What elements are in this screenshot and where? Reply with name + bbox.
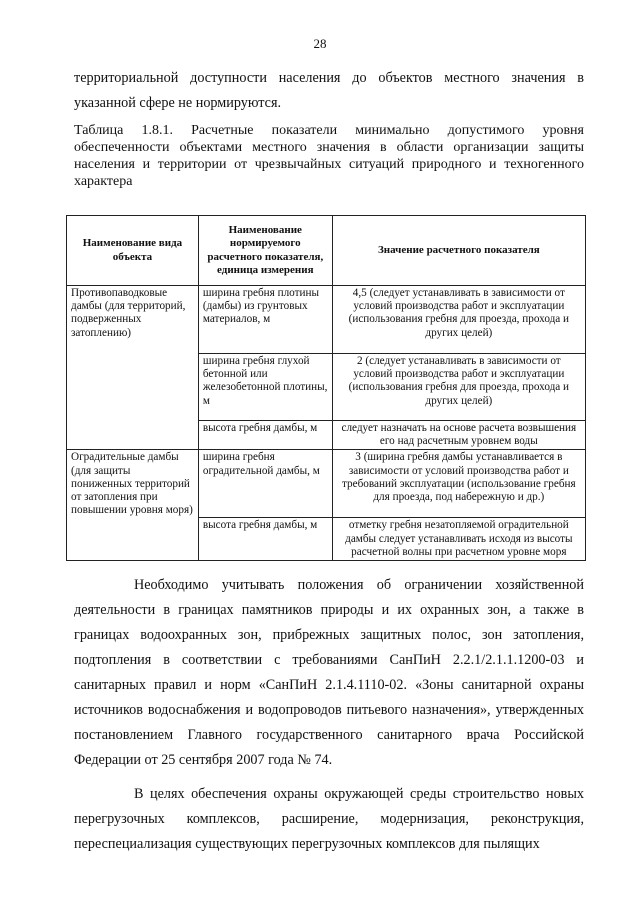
object-cell: Оградительные дамбы (для защиты пониженных территорий от затопления при повышении уровня моря) xyxy=(67,450,199,561)
intro-paragraph: территориальной доступности населения до объектов местного значения в указанной сфере не нормируются. xyxy=(74,70,584,111)
indicator-cell: ширина гребня оградительной дамбы, м xyxy=(198,450,332,518)
indicator-cell: ширина гребня глухой бетонной или железобетонной плотины, м xyxy=(198,354,332,421)
value-cell: следует назначать на основе расчета возвышения его над расчетным уровнем воды xyxy=(332,421,585,450)
indicator-cell: ширина гребня плотины (дамбы) из грунтовых материалов, м xyxy=(198,286,332,354)
value-cell: 3 (ширина гребня дамбы устанавливается в зависимости от условий производства работ и требований эксплуатации (использование гребня для проезда, под набережную и др.) xyxy=(332,450,585,518)
value-cell: 2 (следует устанавливать в зависимости от условий производства работ и эксплуатации (использования гребня для проезда, прохода и других целей) xyxy=(332,354,585,421)
table-row xyxy=(67,286,586,354)
table-row xyxy=(67,450,586,518)
header-indicator: Наименование нормируемого расчетного показателя, единица измерения xyxy=(198,216,332,286)
value-cell: отметку гребня незатопляемой оградительной дамбы следует устанавливать исходя из высоты расчетной волны при расчетном уровне моря xyxy=(332,518,585,561)
value-cell: 4,5 (следует устанавливать в зависимости от условий производства работ и эксплуатации (использования гребня для проезда, прохода и других целей) xyxy=(332,286,585,354)
object-cell: Противопаводковые дамбы (для территорий, подверженных затоплению) xyxy=(67,286,199,450)
indicator-cell: высота гребня дамбы, м xyxy=(198,421,332,450)
indicators-table xyxy=(66,215,586,561)
header-value: Значение расчетного показателя xyxy=(332,216,585,286)
page-number: 28 xyxy=(313,36,327,51)
table-header-row xyxy=(67,216,586,286)
table-caption: Таблица 1.8.1. Расчетные показатели минимально допустимого уровня обеспеченности объектами местного значения в области организации защиты населения и территории от чрезвычайных ситуаций природного и техногенного характера xyxy=(74,123,584,189)
body-paragraph: В целях обеспечения охраны окружающей среды строительство новых перегрузочных комплексов, расширение, модернизация, реконструкция, переспециализация существующих перегрузочных комплексов для пылящих xyxy=(74,786,584,852)
indicator-cell: высота гребня дамбы, м xyxy=(198,518,332,561)
body-paragraph: Необходимо учитывать положения об ограничении хозяйственной деятельности в границах памятников природы и их охранных зон, а также в границах водоохранных зон, прибрежных защитных полос, зон затопления, подтопления в соответствии с требованиями СанПиН 2.2.1/2.1.1.1200-03 и санитарных правил и норм «СанПиН 2.1.4.1110-02. «Зоны санитарной охраны источников водоснабжения и водопроводов питьевого назначения», утвержденных постановлением Главного государственного санитарного врача Российской Федерации от 25 сентября 2007 года № 74. xyxy=(74,577,584,768)
header-object-type: Наименование вида объекта xyxy=(67,216,199,286)
